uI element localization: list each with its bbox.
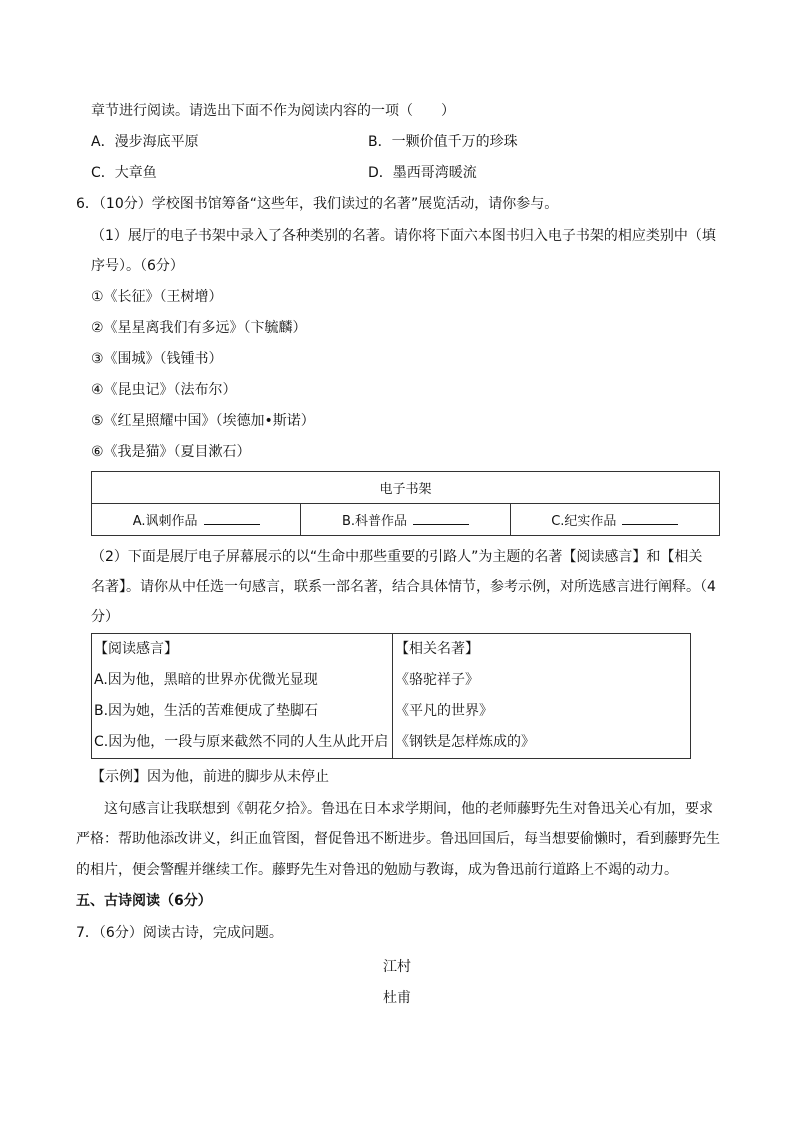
- shelf-category-documentary: [510, 504, 719, 536]
- q6-part2-line3: 分）: [91, 609, 119, 625]
- shelf-category-satire: [92, 504, 301, 536]
- question-6-stem: 6．（10分）学校图书馆筹备“这些年，我们读过的名著”展览活动，请你参与。: [76, 196, 559, 212]
- q6-part1-line2: 序号）。（6分）: [91, 258, 184, 274]
- reflection-row: A.因为他，黑暗的世界亦优微光显现: [94, 672, 318, 688]
- q6-part2-line1: （2）下面是展厅电子屏幕展示的以“生命中那些重要的引路人”为主题的名著【阅读感言】和【相关: [91, 549, 703, 565]
- option-a: A．漫步海底平原: [91, 134, 199, 150]
- q6-part1-line1: （1）展厅的电子书架中录入了各种类别的名著。请你将下面六本图书归入电子书架的相应类别中（填: [91, 228, 716, 244]
- option-b: B．一颗价值千万的珍珠: [368, 134, 518, 150]
- answer-blank[interactable]: [204, 510, 260, 525]
- example-line: 这句感言让我联想到《朝花夕拾》。鲁迅在日本求学期间，他的老师藤野先生对鲁迅关心有加，要求: [104, 801, 713, 817]
- book-item: ④《昆虫记》（法布尔）: [91, 382, 237, 398]
- question-5-stem: 章节进行阅读。请选出下面不作为阅读内容的一项（ ）: [91, 103, 455, 119]
- example-line: 严格：帮助他添改讲义，纠正血管图，督促鲁迅不断进步。鲁迅回国后，每当想要偷懒时，看到藤野先生: [76, 831, 720, 847]
- example-title: 【示例】因为他，前进的脚步从未停止: [91, 769, 329, 785]
- question-7-stem: 7．（6分）阅读古诗，完成问题。: [76, 925, 283, 941]
- poem-author: 杜甫: [383, 990, 411, 1006]
- reflection-header: 【阅读感言】: [94, 641, 178, 657]
- shelf-category-science: [301, 504, 510, 536]
- example-line: 的相片，便会警醒并继续工作。藤野先生对鲁迅的勉励与教诲，成为鲁迅前行道路上不竭的动力。: [76, 862, 678, 878]
- related-row: 《骆驼祥子》: [395, 672, 479, 688]
- bookshelf-table: [91, 471, 720, 536]
- related-header: 【相关名著】: [395, 641, 479, 657]
- related-row: 《平凡的世界》: [395, 703, 493, 719]
- reflection-column: [92, 634, 393, 759]
- poem-title: 江村: [383, 959, 411, 975]
- category-label: B.科普作品: [341, 514, 408, 529]
- category-label: C.纪实作品: [551, 514, 617, 529]
- reflection-table: [91, 633, 691, 759]
- book-item: ③《围城》（钱锺书）: [91, 351, 223, 367]
- related-works-column: [393, 634, 691, 759]
- book-item: ⑥《我是猫》（夏目漱石）: [91, 444, 251, 460]
- section-title: 五、古诗阅读（6分）: [76, 893, 212, 909]
- q6-part2-line2: 名著】。请你从中任选一句感言，联系一部名著，结合具体情节，参考示例，对所选感言进行阐释。（4: [91, 579, 716, 595]
- option-c: C．大章鱼: [91, 165, 157, 181]
- reflection-row: C.因为他，一段与原来截然不同的人生从此开启: [94, 734, 389, 750]
- book-item: ⑤《红星照耀中国》（埃德加•斯诺）: [91, 413, 315, 429]
- answer-blank[interactable]: [413, 510, 469, 525]
- answer-blank[interactable]: [622, 510, 678, 525]
- book-item: ①《长征》（王树增）: [91, 289, 223, 305]
- bookshelf-title: 电子书架: [92, 472, 720, 504]
- related-row: 《钢铁是怎样炼成的》: [395, 734, 535, 750]
- reflection-row: B.因为她，生活的苦难便成了垫脚石: [94, 703, 319, 719]
- option-d: D．墨西哥湾暖流: [368, 165, 477, 181]
- book-item: ②《星星离我们有多远》（卞毓麟）: [91, 320, 307, 336]
- category-label: A.讽刺作品: [132, 514, 198, 529]
